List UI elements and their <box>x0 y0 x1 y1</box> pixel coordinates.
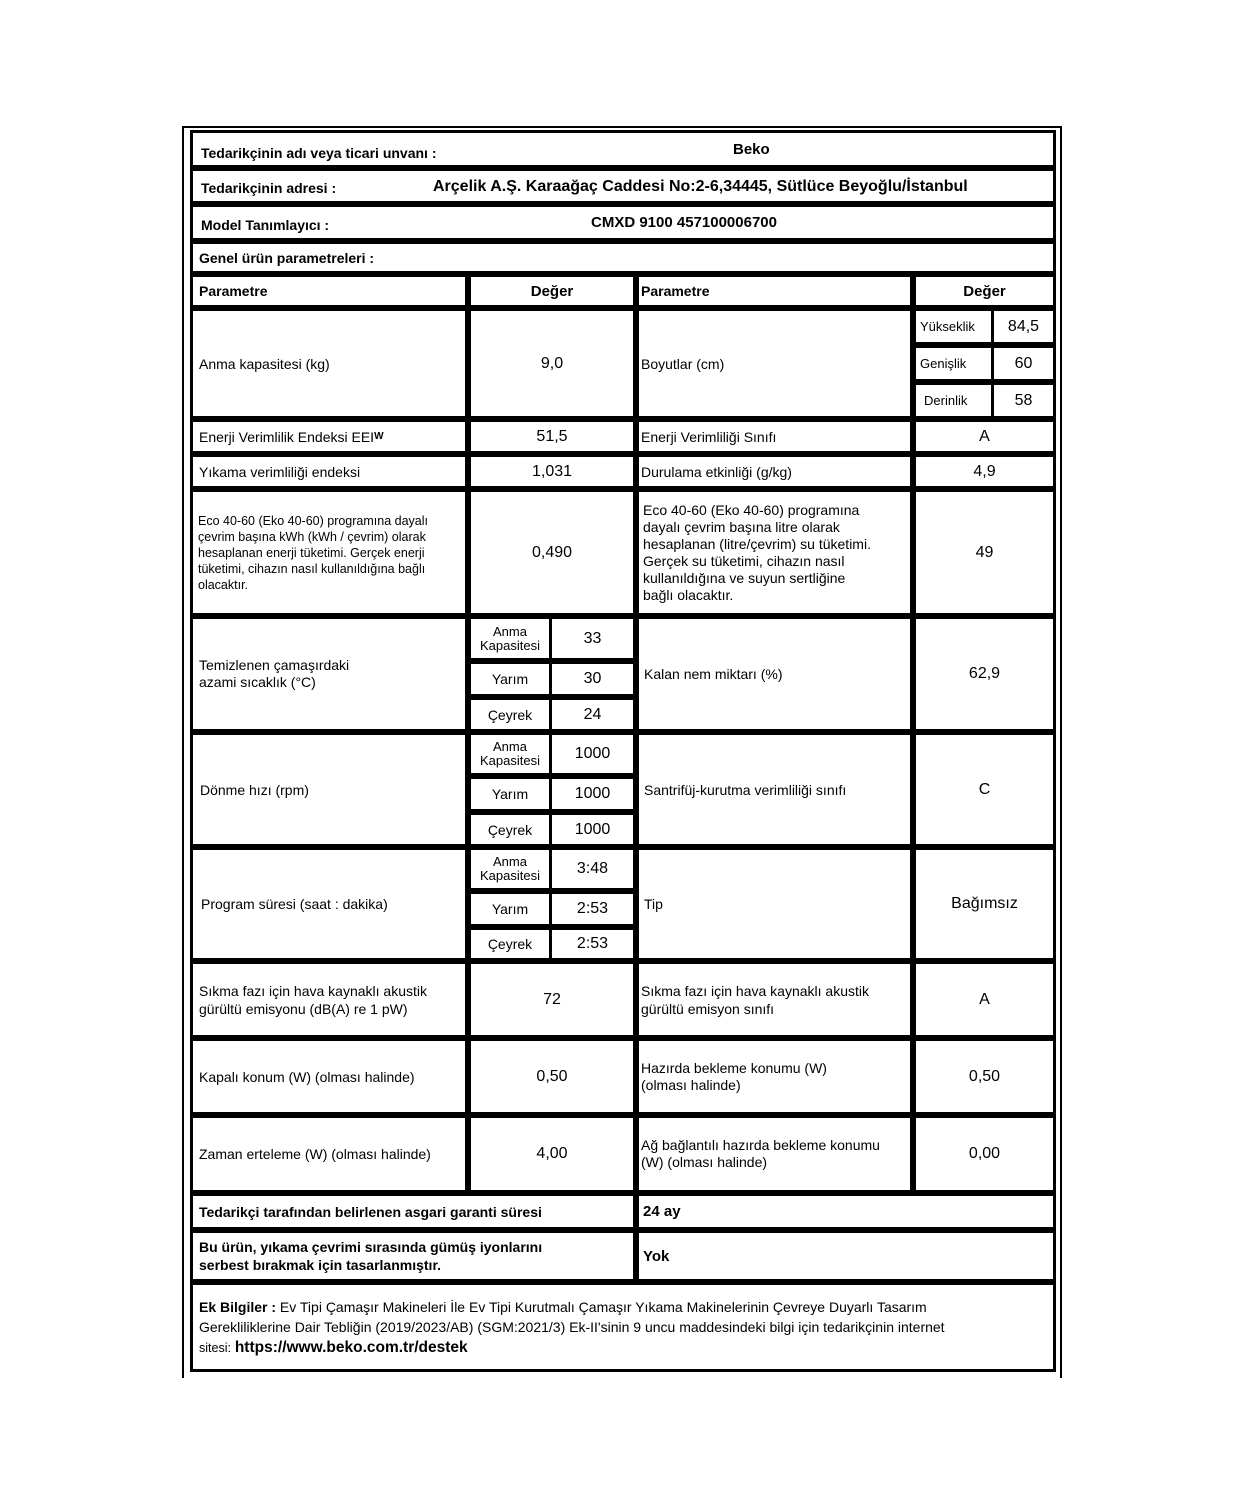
max-temperature-quarter-label: Çeyrek <box>468 697 552 732</box>
spin-speed-rated-value: 1000 <box>549 732 636 776</box>
program-duration-label: Program süresi (saat : dakika) <box>190 847 468 961</box>
max-temperature-rated-value: 33 <box>549 616 636 661</box>
standby-value: 0,50 <box>913 1038 1056 1115</box>
silver-ions-value: Yok <box>636 1230 1056 1282</box>
washing-index-label: Yıkama verimliliği endeksi <box>190 454 468 489</box>
noise-class-label-line: gürültü emisyon sınıfı <box>641 1000 775 1017</box>
supplier-name-label: Tedarikçinin adı veya ticari unvanı : <box>201 145 437 161</box>
type-label: Tip <box>636 847 913 961</box>
rated-label-line: Kapasitesi <box>480 868 540 883</box>
supplier-name-value: Beko <box>733 141 770 158</box>
off-mode-value: 0,50 <box>468 1038 636 1115</box>
noise-emission-label <box>190 961 468 1038</box>
header-value-left: Değer <box>468 274 636 308</box>
off-mode-label: Kapalı konum (W) (olması halinde) <box>190 1038 468 1115</box>
networked-standby-value: 0,00 <box>913 1115 1056 1193</box>
moisture-label: Kalan nem miktarı (%) <box>636 616 913 732</box>
program-duration-half-value: 2:53 <box>549 891 636 927</box>
guarantee-label: Tedarikçi tarafından belirlenen asgari garanti süresi <box>190 1193 636 1230</box>
water-consumption-label-line: Eco 40-60 (Eko 40-60) programına <box>643 501 860 518</box>
additional-information-text: Gerekliliklerine Dair Tebliğin (2019/2023/AB) (SGM:2021/3) Ek-II'sinin 9 uncu maddesindeki bilgi için tedarikçinin internet <box>199 1318 945 1335</box>
guarantee-value: 24 ay <box>636 1193 1056 1230</box>
max-temperature-half-label: Yarım <box>468 661 552 697</box>
washing-index-value: 1,031 <box>468 454 636 489</box>
rated-label-line: Kapasitesi <box>480 637 540 653</box>
eei-label-text: Enerji Verimlilik Endeksi EEI <box>199 428 375 445</box>
additional-information-text: sitesi: <box>199 1340 231 1355</box>
delay-start-value: 4,00 <box>468 1115 636 1193</box>
standby-label <box>636 1038 913 1115</box>
delay-start-label: Zaman erteleme (W) (olması halinde) <box>190 1115 468 1193</box>
rinsing-value: 4,9 <box>913 454 1056 489</box>
spin-class-label: Santrifüj-kurutma verimliliği sınıfı <box>636 732 913 847</box>
noise-emission-label-line: Sıkma fazı için hava kaynaklı akustik <box>199 982 427 999</box>
standby-label-line: Hazırda bekleme konumu (W) <box>641 1059 827 1076</box>
water-consumption-label <box>636 489 913 616</box>
silver-ions-label-line: serbest bırakmak için tasarlanmıştır. <box>199 1257 442 1273</box>
spin-speed-quarter-value: 1000 <box>549 812 636 847</box>
rated-label-line: Kapasitesi <box>480 753 540 768</box>
networked-standby-label <box>636 1115 913 1193</box>
support-website-link[interactable]: https://www.beko.com.tr/destek <box>234 1338 468 1356</box>
supplier-address-value: Arçelik A.Ş. Karaağaç Caddesi No:2-6,34445, Sütlüce Beyoğlu/İstanbul <box>433 178 968 195</box>
model-identifier-value: CMXD 9100 457100006700 <box>591 214 777 231</box>
additional-information-label: Ek Bilgiler : <box>199 1298 277 1315</box>
energy-class-value: A <box>913 419 1056 454</box>
noise-class-label <box>636 961 913 1038</box>
silver-ions-label-line: Bu ürün, yıkama çevrimi sırasında gümüş iyonlarını <box>199 1239 543 1255</box>
height-label: Yükseklik <box>913 308 994 345</box>
rated-label-line: Anma <box>493 739 527 754</box>
program-duration-quarter-label: Çeyrek <box>468 927 552 961</box>
spin-speed-rated-label <box>468 732 552 776</box>
model-identifier-row <box>190 204 1056 241</box>
spin-speed-half-label: Yarım <box>468 776 552 812</box>
supplier-name-row <box>190 130 1056 168</box>
max-temperature-quarter-value: 24 <box>549 697 636 732</box>
water-consumption-label-line: dayalı çevrim başına litre olarak <box>643 518 840 535</box>
width-value: 60 <box>991 345 1056 382</box>
rinsing-label: Durulama etkinliği (g/kg) <box>636 454 913 489</box>
eei-label <box>190 419 468 454</box>
water-consumption-value: 49 <box>913 489 1056 616</box>
water-consumption-label-line: Gerçek su tüketimi, cihazın nasıl <box>643 552 845 569</box>
width-label: Genişlik <box>913 345 994 382</box>
supplier-address-row <box>190 168 1056 204</box>
water-consumption-label-line: kullanıldığına ve suyun sertliğine <box>643 569 846 586</box>
spin-class-value: C <box>913 732 1056 847</box>
energy-consumption-label-line: Eco 40-60 (Eko 40-60) programına dayalı <box>198 513 428 528</box>
supplier-address-label: Tedarikçinin adresi : <box>201 180 337 196</box>
max-temperature-label-line: Temizlenen çamaşırdaki <box>199 657 350 673</box>
capacity-label: Anma kapasitesi (kg) <box>190 308 468 419</box>
spin-speed-quarter-label: Çeyrek <box>468 812 552 847</box>
eei-label-subscript: W <box>374 431 384 442</box>
networked-standby-label-line: (W) (olması halinde) <box>641 1154 768 1170</box>
noise-class-value: A <box>913 961 1056 1038</box>
water-consumption-label-line: hesaplanan (litre/çevrim) su tüketimi. <box>643 535 871 552</box>
networked-standby-label-line: Ağ bağlantılı hazırda bekleme konumu <box>641 1137 880 1153</box>
dimensions-label: Boyutlar (cm) <box>636 308 913 419</box>
header-parameter-left: Parametre <box>190 274 468 308</box>
water-consumption-label-line: bağlı olacaktır. <box>643 586 734 603</box>
noise-emission-value: 72 <box>468 961 636 1038</box>
noise-class-label-line: Sıkma fazı için hava kaynaklı akustik <box>641 982 869 999</box>
energy-consumption-label-line: tüketimi, cihazın nasıl kullanıldığına bağlı <box>198 561 426 576</box>
header-parameter-right: Parametre <box>636 274 913 308</box>
max-temperature-label-line: azami sıcaklık (°C) <box>199 674 316 690</box>
energy-consumption-label-line: olacaktır. <box>198 577 249 592</box>
noise-emission-label-line: gürültü emisyonu (dB(A) re 1 pW) <box>199 1000 408 1017</box>
moisture-value: 62,9 <box>913 616 1056 732</box>
energy-consumption-label-line: hesaplanan enerji tüketimi. Gerçek enerji <box>198 545 425 560</box>
depth-value: 58 <box>991 382 1056 419</box>
max-temperature-half-value: 30 <box>549 661 636 697</box>
max-temperature-rated-label <box>468 616 552 661</box>
height-value: 84,5 <box>991 308 1056 345</box>
spin-speed-half-value: 1000 <box>549 776 636 812</box>
model-identifier-label: Model Tanımlayıcı : <box>201 217 330 233</box>
program-duration-rated-value: 3:48 <box>549 847 636 891</box>
energy-consumption-value: 0,490 <box>468 489 636 616</box>
standby-label-line: (olması halinde) <box>641 1076 741 1093</box>
program-duration-half-label: Yarım <box>468 891 552 927</box>
additional-information <box>190 1282 1056 1372</box>
max-temperature-label <box>190 616 468 732</box>
product-information-sheet <box>182 126 1062 1378</box>
additional-information-text: Ev Tipi Çamaşır Makineleri İle Ev Tipi Kurutmalı Çamaşır Yıkama Makinelerinin Çevreye Duyarlı Tasarım <box>276 1298 927 1315</box>
program-duration-rated-label <box>468 847 552 891</box>
energy-class-label: Enerji Verimliliği Sınıfı <box>636 419 913 454</box>
energy-consumption-label-line: çevrim başına kWh (kWh / çevrim) olarak <box>198 529 426 544</box>
rated-label-line: Anma <box>493 623 527 639</box>
energy-consumption-label <box>190 489 468 616</box>
silver-ions-label <box>190 1230 636 1282</box>
capacity-value: 9,0 <box>468 308 636 419</box>
rated-label-line: Anma <box>493 854 527 869</box>
eei-value: 51,5 <box>468 419 636 454</box>
header-value-right: Değer <box>913 274 1056 308</box>
depth-label: Derinlik <box>913 382 994 419</box>
type-value: Bağımsız <box>913 847 1056 961</box>
spin-speed-label: Dönme hızı (rpm) <box>190 732 468 847</box>
general-parameters-heading: Genel ürün parametreleri : <box>190 241 1056 274</box>
program-duration-quarter-value: 2:53 <box>549 927 636 961</box>
